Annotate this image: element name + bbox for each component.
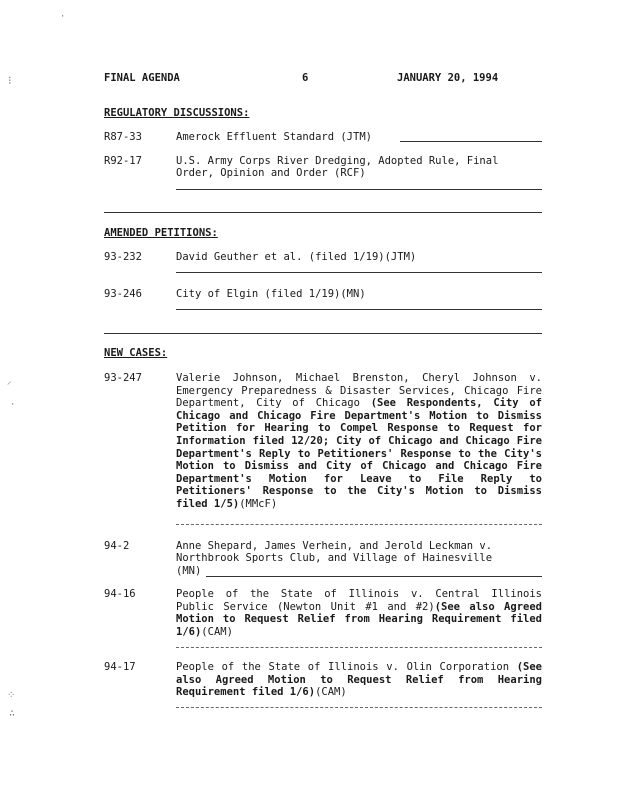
amended-heading: AMENDED PETITIONS: — [104, 227, 218, 239]
case-description — [176, 661, 542, 699]
case-title-line: Anne Shepard, James Verhein, and Jerold Leckman v. — [176, 540, 493, 552]
case-title-line: Order, Opinion and Order (RCF) — [176, 167, 366, 179]
scan-speck: · — [10, 400, 16, 410]
case-title: City of Elgin (filed 1/19)(MN) — [176, 288, 366, 300]
blank-line — [176, 272, 542, 273]
case-description — [176, 372, 542, 511]
case-title-line: U.S. Army Corps River Dredging, Adopted Rule, Final — [176, 155, 499, 167]
blank-line — [176, 707, 542, 708]
blank-line — [176, 189, 542, 190]
blank-line — [176, 647, 542, 648]
case-number: 94-17 — [104, 661, 136, 673]
blank-line — [206, 576, 542, 577]
scan-speck: · — [60, 12, 66, 22]
case-number: 93-246 — [104, 288, 142, 300]
scan-speck: ⸝ — [7, 377, 12, 387]
case-initials: (MN) — [176, 565, 202, 577]
case-parties: Valerie Johnson, Michael Brenston, Cheryl Johnson v. Emergency Preparedness & Disaster Services, Chicago Fire Department, City of Chicago — [176, 372, 542, 410]
case-initials: (CAM) — [315, 686, 347, 699]
case-number: 94-2 — [104, 540, 130, 552]
section-divider — [104, 333, 542, 334]
case-initials: (MMcF) — [239, 497, 278, 510]
case-title: David Geuther et al. (filed 1/19)(JTM) — [176, 251, 417, 263]
case-motion-note: (See also Agreed Motion to Request Relief from Hearing Requirement filed 1/6) — [176, 661, 542, 699]
section-divider — [104, 212, 542, 213]
scan-speck: ⁘ — [7, 690, 16, 701]
case-number: R92-17 — [104, 155, 142, 167]
blank-line — [176, 309, 542, 310]
case-number: 94-16 — [104, 588, 136, 600]
case-parties: People of the State of Illinois v. Olin Corporation — [176, 661, 510, 673]
case-number: R87-33 — [104, 131, 142, 143]
scan-speck: ⁝ — [8, 74, 12, 87]
case-title: Amerock Effluent Standard (JTM) — [176, 131, 372, 143]
case-number: 93-247 — [104, 372, 142, 384]
case-description — [176, 588, 542, 638]
scan-speck: ∴ — [9, 708, 16, 719]
case-motion-note: (See also Agreed Motion to Request Relief from Hearing Requirement filed 1/6) — [176, 600, 542, 638]
blank-line — [400, 141, 542, 142]
blank-line — [176, 524, 542, 525]
case-title-line: Northbrook Sports Club, and Village of Hainesville — [176, 552, 493, 564]
page-number: 6 — [302, 72, 309, 84]
regulatory-heading: REGULATORY DISCUSSIONS: — [104, 107, 250, 119]
agenda-date: JANUARY 20, 1994 — [397, 72, 499, 84]
case-number: 93-232 — [104, 251, 142, 263]
case-initials: (CAM) — [201, 625, 233, 638]
case-parties: People of the State of Illinois v. Central Illinois Public Service (Newton Unit #1 and #2) — [176, 588, 542, 613]
new-cases-heading: NEW CASES: — [104, 347, 168, 359]
agenda-title: FINAL AGENDA — [104, 72, 180, 84]
case-motion-note: (See Respondents, City of Chicago and Chicago Fire Department's Motion to Dismiss Petition for Hearing to Compel Response to Request for Information filed 12/20; City of Chicago and Chicago Fire Department's Reply to Petitioners' Response to the City's Motion to Dismiss and City of Chicago and Chicago Fire Department's Motion for Leave to File Reply to Petitioners' Response to the City's Motion to Dismiss filed 1/5) — [176, 397, 543, 510]
